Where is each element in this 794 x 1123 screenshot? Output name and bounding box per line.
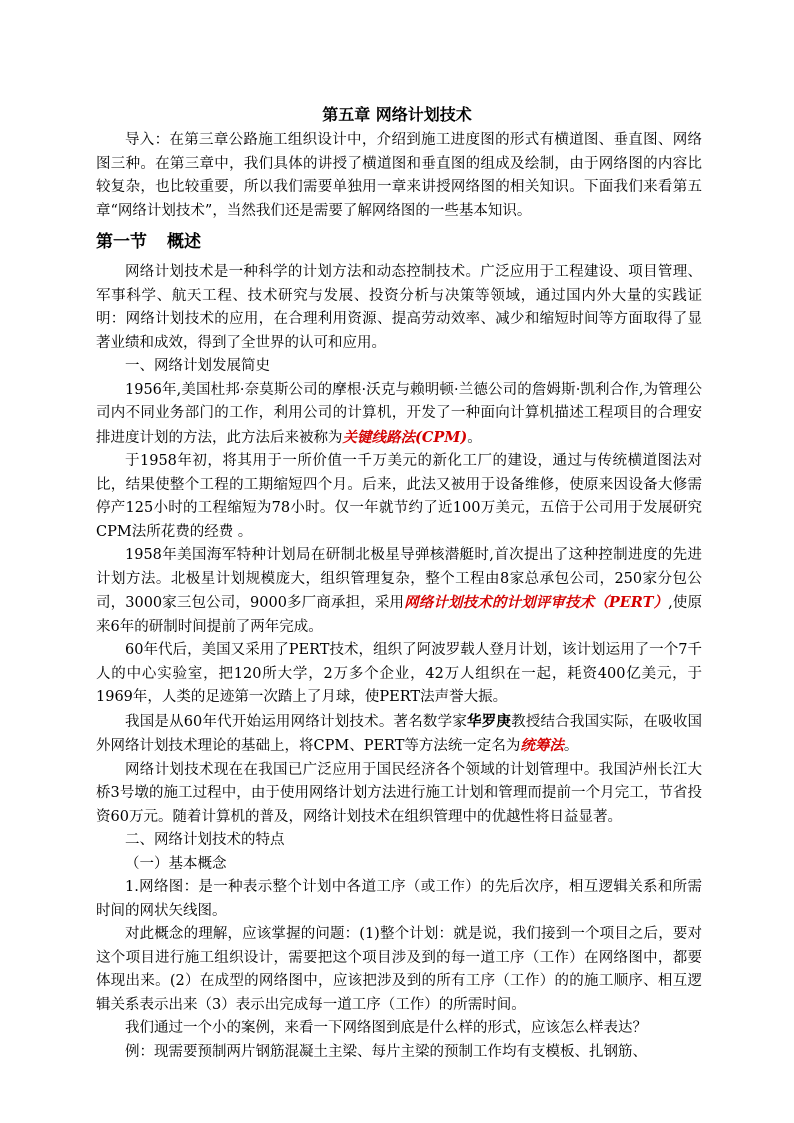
cpm-term: 关键线路法(CPM) — [342, 428, 468, 446]
chapter-title: 第五章 网络计划技术 — [322, 105, 472, 124]
paragraph-china-mid: 教授结合我国实际，在吸收国外网络计划技术理论的基础上，将CPM、PERT等方法统一定名为 — [96, 713, 703, 754]
concept-heading: （一）基本概念 — [125, 855, 227, 872]
paragraph-china — [96, 710, 702, 759]
paragraph-navy-text: 1958年美国海军特种计划局在研制北极星导弹核潜艇时,首次提出了这种控制进度的先进计划方法。北极星计划规模庞大，组织管理复杂，整个工程由8家总承包公司，250家分包公司，3000家三包公司，9000多厂商承担，采用 — [96, 547, 702, 611]
features-heading: 二、网络计划技术的特点 — [125, 832, 285, 848]
section-heading — [96, 229, 702, 255]
example-paragraph: 例：现需要预制两片钢筋混凝土主梁、每片主梁的预制工作均有支模板、扎钢筋、 — [125, 1043, 647, 1060]
paragraph-china-text: 我国是从60年代开始运用网络计划技术。著名数学家 — [125, 713, 468, 730]
document-body — [96, 129, 702, 1064]
case-paragraph: 我们通过一个小的案例，来看一下网络图到底是什么样的形式，应该怎么样表达？ — [125, 1020, 647, 1036]
pert-term: 网络计划技术的计划评审技术（PERT） — [404, 594, 669, 611]
paragraph-1956 — [96, 379, 702, 451]
tongchou-term: 统筹法 — [520, 737, 564, 754]
overview-paragraph: 网络计划技术是一种科学的计划方法和动态控制技术。广泛应用于工程建设、项目管理、军事科学、航天工程、技术研究与发展、投资分析与决策等领域，通过国内外大量的实践证明：网络计划技术的应用，在合理利用资源、提高劳动效率、减少和缩短时间等方面取得了显著业绩和成效，得到了全世界的认可和应用。 — [96, 264, 702, 351]
section-title: 概述 — [167, 232, 201, 252]
hua-luogeng-name: 华罗庚 — [467, 712, 512, 730]
paragraph-1956-text: 1956年,美国杜邦·奈莫斯公司的摩根·沃克与赖明顿·兰德公司的詹姆斯·凯利合作,为管理公司内不同业务部门的工作，利用公司的计算机，开发了一种面向计算机描述工程项目的合理安排进度计划的方法，此方法后来被称为 — [96, 381, 702, 446]
paragraph-1956-end: 。 — [467, 429, 482, 446]
paragraph-60s: 60年代后，美国又采用了PERT技术，组织了阿波罗载人登月计划，该计划运用了一个7千人的中心实验室，把120所大学，2万多个企业，42万人组织在一起，耗资400亿美元，于1969年，人类的足迹第一次踏上了月球，使PERT法声誉大振。 — [96, 642, 702, 705]
definition-paragraph: 1.网络图：是一种表示整个计划中各道工序（或工作）的先后次序，相互逻辑关系和所需时间的网状矢线图。 — [96, 879, 702, 919]
paragraph-navy — [96, 544, 702, 639]
paragraph-china-end: 。 — [563, 738, 579, 754]
paragraph-current: 网络计划技术现在在我国已广泛应用于国民经济各个领域的计划管理中。我国泸州长江大桥3号墩的施工过程中，由于使用网络计划方法进行施工计划和管理而提前一个月完工，节省投资60万元。随着计算机的普及，网络计划技术在组织管理中的优越性将日益显著。 — [96, 761, 702, 825]
section-number: 第一节 — [96, 232, 147, 252]
understanding-paragraph: 对此概念的理解，应该掌握的问题：(1)整个计划：就是说，我们接到一个项目之后，要对这个项目进行施工组织设计，需要把这个项目涉及到的每一道工序（工作）在网络图中，都要体现出来。(2）在成型的网络图中，应该把涉及到的所有工序（工作）的的施工顺序、相互逻辑关系表示出来（3）表示出完成每一道工序（工作）的所需时间。 — [96, 926, 702, 1013]
intro-paragraph: 导入：在第三章公路施工组织设计中，介绍到施工进度图的形式有横道图、垂直图、网络图三种。在第三章中，我们具体的讲授了横道图和垂直图的组成及绘制，由于网络图的内容比较复杂，也比较重要，所以我们需要单独用一章来讲授网络图的相关知识。下面我们来看第五章“网络计划技术”，当然我们还是需要了解网络图的一些基本知识。 — [96, 132, 702, 219]
paragraph-1958: 于1958年初，将其用于一所价值一千万美元的新化工厂的建设，通过与传统横道图法对比，结果使整个工程的工期缩短四个月。后来，此法又被用于设备维修，使原来因设备大修需停产125小时的工程缩短为78小时。仅一年就节约了近100万美元，五倍于公司用于发展研究CPM法所花费的经费 。 — [96, 453, 702, 540]
paragraph-navy-end: ,使原来6年的研制时间提前了两年完成。 — [96, 595, 703, 635]
history-heading: 一、网络计划发展简史 — [125, 358, 270, 374]
